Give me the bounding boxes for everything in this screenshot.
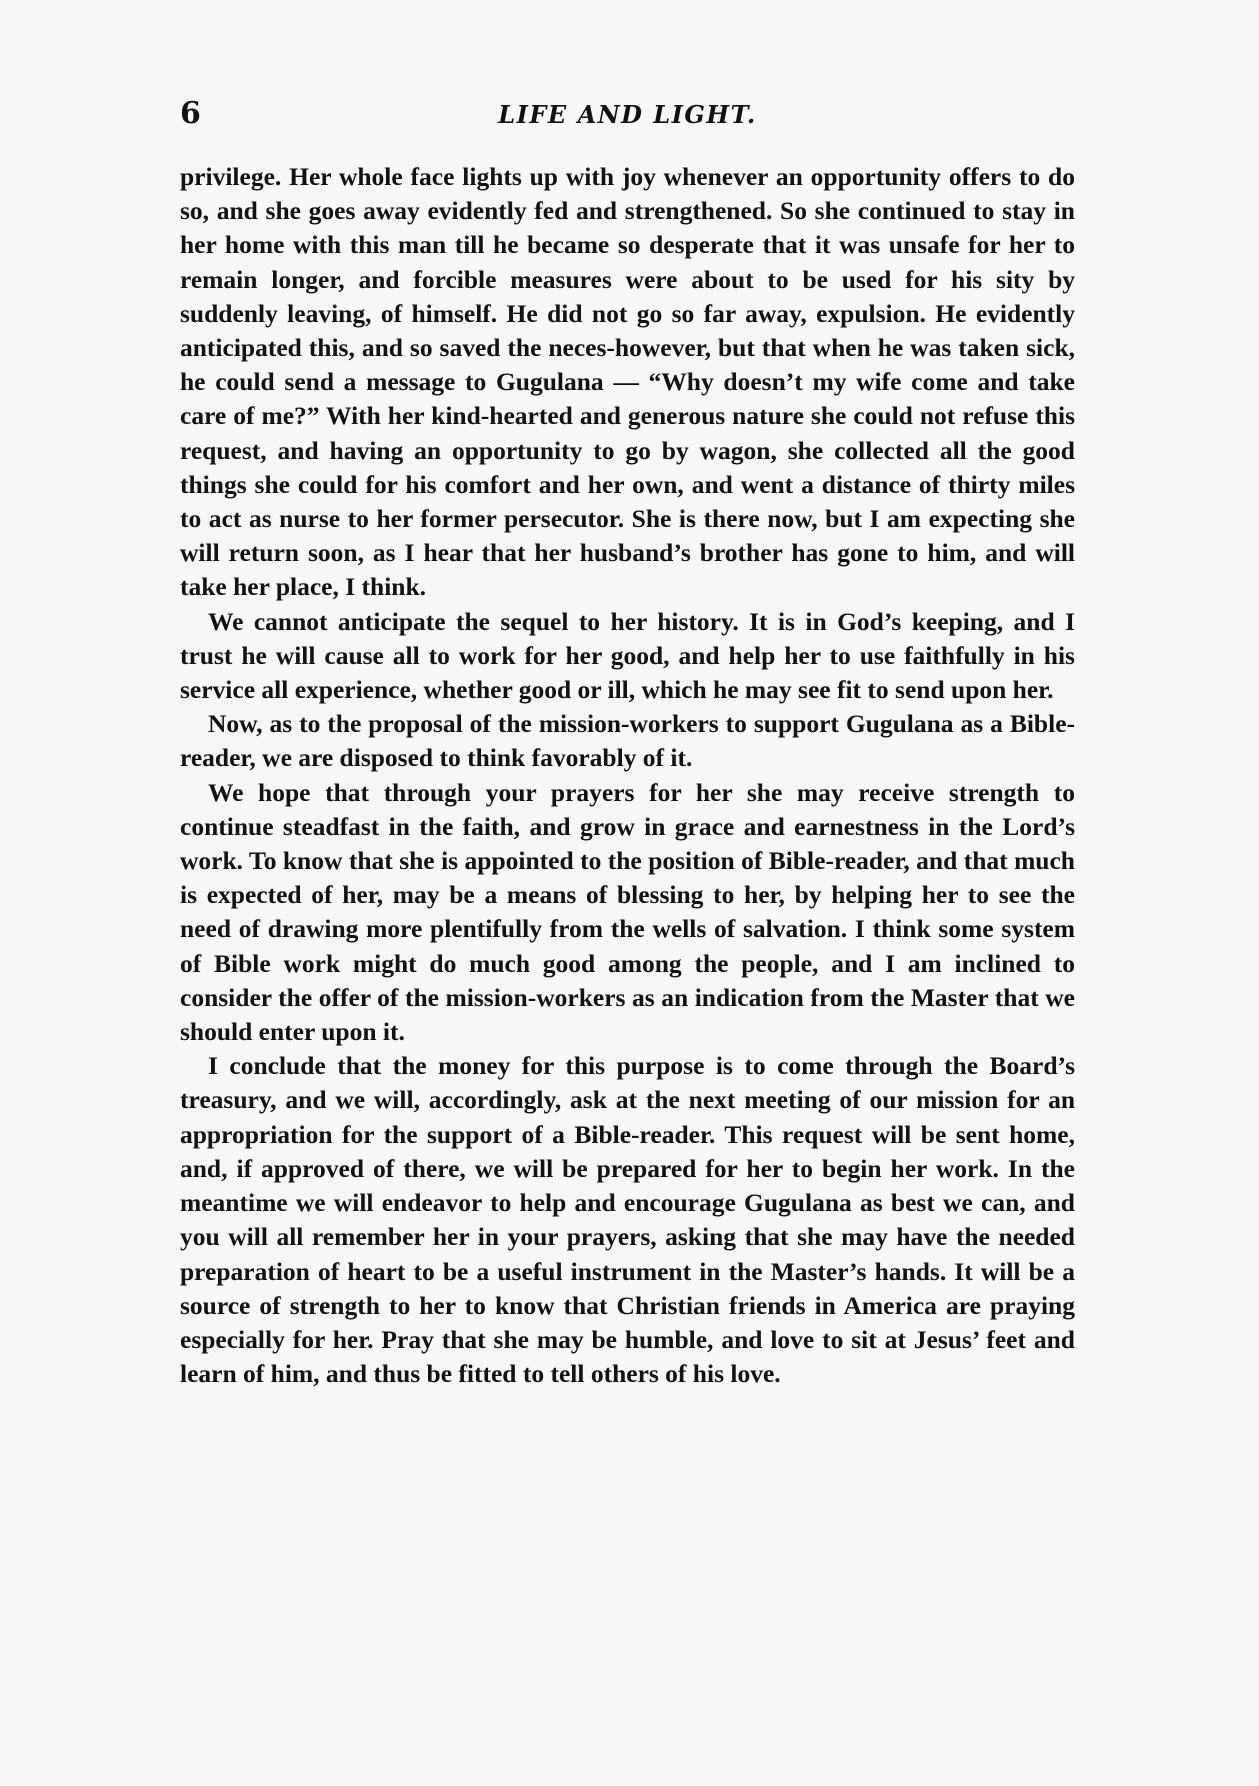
page-number: 6 (180, 96, 201, 131)
paragraph: Now, as to the proposal of the mission-workers to support Gugulana as a Bible-reader, we are disposed to think favorably of it. (180, 709, 1075, 773)
article-body (180, 160, 1075, 1391)
running-title: LIFE AND LIGHT. (498, 100, 757, 129)
paragraph: We hope that through your prayers for her she may receive strength to continue steadfast in the faith, and grow in grace and earnestness in the Lord’s work. To know that she is appointed to the position of Bible-reader, and that much is expected of her, may be a means of blessing to her, by helping her to see the need of drawing more plentifully from the wells of salvation. I think some system of Bible work might do much good among the people, and I am inclined to consider the offer of the mission-workers as an indication from the Master that we should enter upon it. (180, 777, 1075, 1047)
paragraph: I conclude that the money for this purpose is to come through the Board’s treasury, and we will, accordingly, ask at the next meeting of our mission for an appropriation for the support of a Bible-reader. This request will be sent home, and, if approved of there, we will be prepared for her to begin her work. In the meantime we will endeavor to help and encourage Gugulana as best we can, and you will all remember her in your prayers, asking that she may have the needed preparation of heart to be a useful instrument in the Master’s hands. It will be a source of strength to her to know that Christian friends in America are praying especially for her. Pray that she may be humble, and love to sit at Jesus’ feet and learn of him, and thus be fitted to tell others of his love. (180, 1051, 1075, 1389)
paragraph: We cannot anticipate the sequel to her history. It is in God’s keeping, and I trust he will cause all to work for her good, and help her to use faithfully in his service all experience, whether good or ill, which he may see fit to send upon her. (180, 606, 1075, 705)
paragraph: privilege. Her whole face lights up with joy whenever an opportunity offers to do so, and she goes away evidently fed and strengthened. So she continued to stay in her home with this man till he became so desperate that it was unsafe for her to remain longer, and forcible measures were about to be used for his sity by suddenly leaving, of himself. He did not go so far away, expulsion. He evidently anticipated this, and so saved the neces-however, but that when he was taken sick, he could send a message to Gugulana — “Why doesn’t my wife come and take care of me?” With her kind-hearted and generous nature she could not refuse this request, and having an opportunity to go by wagon, she collected all the good things she could for his comfort and her own, and went a distance of thirty miles to act as nurse to her former persecutor. She is there now, but I am expecting she will return soon, as I hear that her husband’s brother has gone to him, and will take her place, I think. (180, 162, 1075, 602)
page-header (180, 96, 1075, 136)
